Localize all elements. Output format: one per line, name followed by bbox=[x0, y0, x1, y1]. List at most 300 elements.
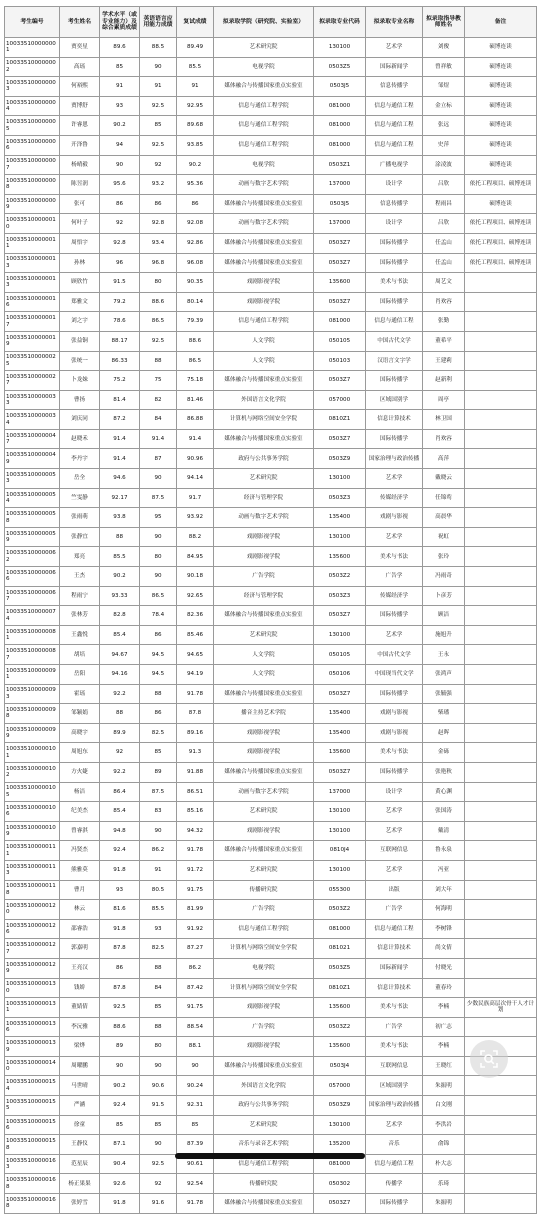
table-cell: 92.17 bbox=[100, 488, 140, 508]
table-cell: 100335100000033 bbox=[5, 390, 60, 410]
table-cell: 信息与通信工程学院 bbox=[214, 312, 314, 332]
table-cell: 媒体融合与传播国家重点实验室 bbox=[214, 371, 314, 391]
table-cell: 郑雅文 bbox=[60, 292, 100, 312]
table-cell: 动画与数字艺术学院 bbox=[214, 175, 314, 195]
header-cell: 复试成绩 bbox=[177, 7, 214, 38]
table-cell: 85 bbox=[140, 116, 177, 136]
table-cell: 90.24 bbox=[177, 1076, 214, 1096]
table-cell: 84.95 bbox=[177, 547, 214, 567]
table-cell: 87 bbox=[140, 449, 177, 469]
table-cell: 86 bbox=[100, 958, 140, 978]
table-cell: 张静宜 bbox=[60, 527, 100, 547]
table-row bbox=[5, 116, 537, 136]
table-row bbox=[5, 782, 537, 802]
table-cell: 李楠 bbox=[423, 998, 465, 1018]
table-cell: 86 bbox=[140, 704, 177, 724]
table-row bbox=[5, 860, 537, 880]
table-cell: 李树锋 bbox=[423, 919, 465, 939]
table-cell: 95.6 bbox=[100, 175, 140, 195]
table-cell: 87.39 bbox=[177, 1135, 214, 1155]
table-row bbox=[5, 1076, 537, 1096]
table-cell: 金砾 bbox=[423, 743, 465, 763]
table-cell: 80.5 bbox=[140, 880, 177, 900]
table-cell: 王晓红 bbox=[423, 1056, 465, 1076]
table-cell: 96.08 bbox=[177, 253, 214, 273]
table-cell: 86 bbox=[177, 194, 214, 214]
table-cell: 熊雅莫 bbox=[60, 860, 100, 880]
table-cell bbox=[465, 1154, 537, 1174]
table-cell: 传媒经济学 bbox=[366, 586, 423, 606]
table-cell: 李丹宇 bbox=[60, 449, 100, 469]
table-cell: 90 bbox=[140, 527, 177, 547]
header-cell: 拟录取指导教师姓名 bbox=[423, 7, 465, 38]
table-cell: 88 bbox=[140, 351, 177, 371]
table-cell: 84 bbox=[140, 978, 177, 998]
table-row bbox=[5, 77, 537, 97]
table-cell: 硕博连读 bbox=[465, 194, 537, 214]
table-cell: 0503Z7 bbox=[314, 684, 366, 704]
table-cell: 92.5 bbox=[140, 135, 177, 155]
table-cell: 100335100000013 bbox=[5, 273, 60, 293]
table-cell: 戏剧影视学院 bbox=[214, 821, 314, 841]
table-cell: 信息与通信工程学院 bbox=[214, 1154, 314, 1174]
table-cell: 动画与数字艺术学院 bbox=[214, 214, 314, 234]
table-cell bbox=[465, 429, 537, 449]
table-cell: 100335100000058 bbox=[5, 508, 60, 528]
table-cell: 82.8 bbox=[100, 606, 140, 626]
table-cell: 93.85 bbox=[177, 135, 214, 155]
table-cell: 92.8 bbox=[140, 214, 177, 234]
table-cell: 杨晴毅 bbox=[60, 155, 100, 175]
table-cell: 100335100000067 bbox=[5, 586, 60, 606]
table-row bbox=[5, 1174, 537, 1194]
table-cell: 82.5 bbox=[140, 723, 177, 743]
table-cell: 91.8 bbox=[100, 860, 140, 880]
table-row bbox=[5, 253, 537, 273]
table-cell: 0503Z9 bbox=[314, 449, 366, 469]
table-row bbox=[5, 1017, 537, 1037]
table-cell: 0503Z7 bbox=[314, 233, 366, 253]
table-cell: 92 bbox=[140, 155, 177, 175]
table-cell: 杨正果果 bbox=[60, 1174, 100, 1194]
table-row bbox=[5, 723, 537, 743]
table-cell: 92.2 bbox=[100, 762, 140, 782]
table-cell: 91.75 bbox=[177, 998, 214, 1018]
table-cell: 设计学 bbox=[366, 782, 423, 802]
table-cell: 信息与通信工程学院 bbox=[214, 919, 314, 939]
table-cell: 祝虹 bbox=[423, 527, 465, 547]
table-cell: 85 bbox=[140, 1115, 177, 1135]
table-cell: 媒体融合与传播国家重点实验室 bbox=[214, 1056, 314, 1076]
table-cell: 85.4 bbox=[100, 802, 140, 822]
table-cell: 135400 bbox=[314, 508, 366, 528]
table-cell: 90.2 bbox=[100, 567, 140, 587]
table-cell: 92 bbox=[140, 1174, 177, 1194]
table-cell: 86.2 bbox=[140, 841, 177, 861]
table-cell: 戏剧影视学院 bbox=[214, 1037, 314, 1057]
table-cell: 电视学院 bbox=[214, 958, 314, 978]
table-cell: 100335100000106 bbox=[5, 802, 60, 822]
table-cell: 90 bbox=[140, 1056, 177, 1076]
table-cell: 82.5 bbox=[140, 939, 177, 959]
table-cell: 90 bbox=[140, 469, 177, 489]
table-cell: 0503Z1 bbox=[314, 155, 366, 175]
table-cell: 0503Z7 bbox=[314, 253, 366, 273]
table-cell: 媒体融合与传播国家重点实验室 bbox=[214, 606, 314, 626]
table-cell bbox=[465, 919, 537, 939]
table-cell: 100335100000010 bbox=[5, 214, 60, 234]
table-cell bbox=[465, 547, 537, 567]
table-row bbox=[5, 900, 537, 920]
table-cell: 李沅雅 bbox=[60, 1017, 100, 1037]
table-cell: 国家治理与政治传播 bbox=[366, 449, 423, 469]
table-cell: 曹月 bbox=[60, 880, 100, 900]
table-cell: 严涵 bbox=[60, 1096, 100, 1116]
table-cell: 137000 bbox=[314, 782, 366, 802]
table-row bbox=[5, 488, 537, 508]
table-cell bbox=[465, 371, 537, 391]
table-cell: 王静仪 bbox=[60, 1135, 100, 1155]
table-cell: 人文学院 bbox=[214, 645, 314, 665]
table-row bbox=[5, 194, 537, 214]
table-cell: 100335100000011 bbox=[5, 233, 60, 253]
table-cell: 93 bbox=[140, 919, 177, 939]
table-cell: 0503Z3 bbox=[314, 488, 366, 508]
table-cell: 广告学 bbox=[366, 900, 423, 920]
table-cell: 081000 bbox=[314, 1154, 366, 1174]
table-cell: 90.6 bbox=[140, 1076, 177, 1096]
table-row bbox=[5, 214, 537, 234]
table-cell: 88 bbox=[140, 958, 177, 978]
table-cell: 信息与通信工程 bbox=[366, 919, 423, 939]
table-cell: 硕博连读 bbox=[465, 38, 537, 58]
table-cell: 90 bbox=[140, 821, 177, 841]
table-cell: 93.8 bbox=[100, 508, 140, 528]
table-cell: 顾欣竹 bbox=[60, 273, 100, 293]
table-cell: 赵晓禾 bbox=[60, 429, 100, 449]
table-cell: 白文刚 bbox=[423, 1096, 465, 1116]
table-cell: 100335100000126 bbox=[5, 919, 60, 939]
table-cell: 100335100000002 bbox=[5, 57, 60, 77]
table-cell: 硕博连读 bbox=[465, 96, 537, 116]
table-cell: 汉语言文字学 bbox=[366, 351, 423, 371]
table-cell: 050105 bbox=[314, 645, 366, 665]
table-cell: 人文学院 bbox=[214, 665, 314, 685]
table-cell: 86.5 bbox=[140, 312, 177, 332]
table-cell: 85 bbox=[177, 1115, 214, 1135]
table-row bbox=[5, 57, 537, 77]
image-search-icon bbox=[479, 1049, 499, 1069]
table-cell: 100335100000091 bbox=[5, 665, 60, 685]
table-row bbox=[5, 939, 537, 959]
table-cell: 任锦鸾 bbox=[423, 488, 465, 508]
table-cell: 75.2 bbox=[100, 371, 140, 391]
table-cell: 贾博舒 bbox=[60, 96, 100, 116]
admission-table bbox=[4, 6, 537, 1214]
table-cell: 91.7 bbox=[177, 488, 214, 508]
table-cell: 78.4 bbox=[140, 606, 177, 626]
table-cell: 93.33 bbox=[100, 586, 140, 606]
table-cell: 艺术研究院 bbox=[214, 469, 314, 489]
table-cell: 0503Z7 bbox=[314, 606, 366, 626]
table-cell: 100335100000034 bbox=[5, 410, 60, 430]
table-cell: 艺术学 bbox=[366, 802, 423, 822]
table-cell: 100335100000009 bbox=[5, 194, 60, 214]
table-cell: 100335100000168 bbox=[5, 1194, 60, 1214]
table-cell: 朱振明 bbox=[423, 1076, 465, 1096]
table-cell: 100335100000155 bbox=[5, 1096, 60, 1116]
table-cell: 94.65 bbox=[177, 645, 214, 665]
table-cell: 赵晖 bbox=[423, 723, 465, 743]
table-cell: 艺术学 bbox=[366, 38, 423, 58]
table-cell: 信息计算技术 bbox=[366, 410, 423, 430]
table-cell bbox=[465, 1194, 537, 1214]
table-cell bbox=[465, 1076, 537, 1096]
table-cell: 董春玲 bbox=[423, 978, 465, 998]
table-cell: 董婧倩 bbox=[60, 998, 100, 1018]
header-cell: 学术水平（或专业能力）及综合素质成绩 bbox=[100, 7, 140, 38]
table-row bbox=[5, 625, 537, 645]
table-cell: 信息传播学 bbox=[366, 194, 423, 214]
table-cell: 中国古代文学 bbox=[366, 645, 423, 665]
table-cell: 91.5 bbox=[140, 1096, 177, 1116]
table-cell: 许睿恩 bbox=[60, 116, 100, 136]
table-row bbox=[5, 919, 537, 939]
table-cell bbox=[465, 684, 537, 704]
table-cell: 张可 bbox=[60, 194, 100, 214]
table-cell: 137000 bbox=[314, 214, 366, 234]
table-cell: 88.6 bbox=[177, 331, 214, 351]
table-cell: 100335100000005 bbox=[5, 116, 60, 136]
table-cell: 刘俊 bbox=[423, 38, 465, 58]
table-cell: 81.99 bbox=[177, 900, 214, 920]
table-cell: 戏剧与影视 bbox=[366, 508, 423, 528]
table-row bbox=[5, 273, 537, 293]
table-cell: 施旭升 bbox=[423, 625, 465, 645]
table-cell: 92.8 bbox=[100, 233, 140, 253]
table-cell: 经济与管理学院 bbox=[214, 488, 314, 508]
table-cell: 乐琦 bbox=[423, 1174, 465, 1194]
table-cell: 055300 bbox=[314, 880, 366, 900]
table-cell bbox=[465, 390, 537, 410]
table-cell: 林云 bbox=[60, 900, 100, 920]
table-cell: 93 bbox=[100, 96, 140, 116]
table-cell: 100335100000109 bbox=[5, 821, 60, 841]
table-cell: 何海明 bbox=[423, 900, 465, 920]
table-cell: 开泽鲁 bbox=[60, 135, 100, 155]
table-cell: 传媒经济学 bbox=[366, 488, 423, 508]
table-cell: 孙林 bbox=[60, 253, 100, 273]
table-cell: 艺术研究院 bbox=[214, 1115, 314, 1135]
table-cell: 130100 bbox=[314, 802, 366, 822]
table-row bbox=[5, 508, 537, 528]
table-cell: 100335100000008 bbox=[5, 175, 60, 195]
table-cell: 87.8 bbox=[100, 978, 140, 998]
table-cell: 081000 bbox=[314, 312, 366, 332]
table-cell: 90 bbox=[100, 155, 140, 175]
table-cell: 媒体融合与传播国家重点实验室 bbox=[214, 233, 314, 253]
table-cell: 国际传播学 bbox=[366, 253, 423, 273]
table-cell: 艺术学 bbox=[366, 527, 423, 547]
table-cell: 美术与书法 bbox=[366, 547, 423, 567]
table-cell: 动画与数字艺术学院 bbox=[214, 782, 314, 802]
table-cell bbox=[465, 645, 537, 665]
table-cell: 100335100000053 bbox=[5, 469, 60, 489]
table-cell: 100335100000154 bbox=[5, 1076, 60, 1096]
table-cell: 林卫国 bbox=[423, 410, 465, 430]
table-cell: 130100 bbox=[314, 1115, 366, 1135]
table-cell bbox=[465, 606, 537, 626]
table-cell: 周亭 bbox=[423, 390, 465, 410]
table-cell: 88.54 bbox=[177, 1017, 214, 1037]
table-cell: 94.5 bbox=[140, 645, 177, 665]
table-cell: 100335100000059 bbox=[5, 527, 60, 547]
table-cell bbox=[465, 821, 537, 841]
table-cell: 0503Z7 bbox=[314, 1194, 366, 1214]
table-cell: 90.35 bbox=[177, 273, 214, 293]
table-cell: 130100 bbox=[314, 469, 366, 489]
table-cell: 国际传播学 bbox=[366, 1194, 423, 1214]
table-cell: 92.31 bbox=[177, 1096, 214, 1116]
table-cell: 张雨萌 bbox=[60, 508, 100, 528]
table-cell: 方火婕 bbox=[60, 762, 100, 782]
table-cell bbox=[465, 762, 537, 782]
table-cell: 81.6 bbox=[100, 900, 140, 920]
table-cell: 91.88 bbox=[177, 762, 214, 782]
table-row bbox=[5, 802, 537, 822]
table-cell: 硕博连读 bbox=[465, 135, 537, 155]
table-cell: 100335100000093 bbox=[5, 684, 60, 704]
table-cell: 马世晴 bbox=[60, 1076, 100, 1096]
table-cell: 设计学 bbox=[366, 214, 423, 234]
table-cell: 国际传播学 bbox=[366, 429, 423, 449]
table-cell: 0503Z2 bbox=[314, 900, 366, 920]
table-cell: 艺术研究院 bbox=[214, 625, 314, 645]
table-cell: 91.92 bbox=[177, 919, 214, 939]
table-row bbox=[5, 469, 537, 489]
table-cell: 92.2 bbox=[100, 684, 140, 704]
table-cell: 85.5 bbox=[140, 900, 177, 920]
table-cell: 95 bbox=[140, 508, 177, 528]
table-cell: 艺术学 bbox=[366, 1115, 423, 1135]
table-cell: 86.5 bbox=[140, 586, 177, 606]
table-cell: 少数民族高层次骨干人才计划 bbox=[465, 998, 537, 1018]
table-cell: 刘之宇 bbox=[60, 312, 100, 332]
table-cell: 王杰 bbox=[60, 567, 100, 587]
table-cell: 经济与管理学院 bbox=[214, 586, 314, 606]
table-row bbox=[5, 233, 537, 253]
table-cell: 张毓强 bbox=[423, 684, 465, 704]
table-cell: 信息与通信工程 bbox=[366, 116, 423, 136]
table-cell: 83 bbox=[140, 802, 177, 822]
table-cell: 依托工程项目、硕博连读 bbox=[465, 214, 537, 234]
table-cell: 94.16 bbox=[100, 665, 140, 685]
table-cell: 戏剧与影视 bbox=[366, 704, 423, 724]
table-cell: 100335100000004 bbox=[5, 96, 60, 116]
table-cell: 87.27 bbox=[177, 939, 214, 959]
table-cell: 88.6 bbox=[140, 292, 177, 312]
table-cell: 88 bbox=[100, 527, 140, 547]
table-cell: 鲁永泉 bbox=[423, 841, 465, 861]
table-cell: 057000 bbox=[314, 1076, 366, 1096]
table-cell: 050105 bbox=[314, 331, 366, 351]
table-cell: 0503Z7 bbox=[314, 429, 366, 449]
table-cell: 0503Z5 bbox=[314, 57, 366, 77]
table-cell: 130100 bbox=[314, 625, 366, 645]
table-cell: 85.16 bbox=[177, 802, 214, 822]
table-cell: 区域国别学 bbox=[366, 390, 423, 410]
home-indicator bbox=[175, 1153, 365, 1159]
table-row bbox=[5, 331, 537, 351]
table-row bbox=[5, 1194, 537, 1214]
table-cell: 100335100000066 bbox=[5, 567, 60, 587]
table-cell: 100335100000163 bbox=[5, 1154, 60, 1174]
table-cell: 高萍 bbox=[423, 449, 465, 469]
table-cell: 0503Z3 bbox=[314, 586, 366, 606]
table-cell: 89.9 bbox=[100, 723, 140, 743]
table-cell: 广播电视学 bbox=[366, 155, 423, 175]
table-cell: 100335100000140 bbox=[5, 1056, 60, 1076]
table-cell: 100335100000006 bbox=[5, 135, 60, 155]
table-cell bbox=[465, 508, 537, 528]
table-cell bbox=[465, 1115, 537, 1135]
table-cell: 硕博连读 bbox=[465, 77, 537, 97]
table-cell: 设计学 bbox=[366, 175, 423, 195]
table-cell: 邹颖娟 bbox=[60, 704, 100, 724]
table-cell: 80 bbox=[140, 273, 177, 293]
table-cell: 100335100000136 bbox=[5, 1017, 60, 1037]
table-row bbox=[5, 645, 537, 665]
table-cell: 081000 bbox=[314, 135, 366, 155]
table-cell: 张远 bbox=[423, 116, 465, 136]
table-cell: 艺术研究院 bbox=[214, 38, 314, 58]
table-cell: 顾洁 bbox=[423, 606, 465, 626]
table-row bbox=[5, 429, 537, 449]
table-cell: 82.36 bbox=[177, 606, 214, 626]
table-cell: 王鑫悦 bbox=[60, 625, 100, 645]
table-cell: 100335100000074 bbox=[5, 606, 60, 626]
table-cell: 87.5 bbox=[140, 782, 177, 802]
table-cell: 传播学 bbox=[366, 1174, 423, 1194]
table-cell bbox=[465, 743, 537, 763]
table-cell: 100335100000003 bbox=[5, 77, 60, 97]
table-cell: 100335100000168 bbox=[5, 1174, 60, 1194]
table-cell: 信息传播学 bbox=[366, 77, 423, 97]
table-cell: 艺术研究院 bbox=[214, 802, 314, 822]
table-cell: 91.72 bbox=[177, 860, 214, 880]
table-cell: 85 bbox=[100, 1115, 140, 1135]
table-cell: 91.6 bbox=[140, 1194, 177, 1214]
image-search-button[interactable] bbox=[470, 1040, 508, 1078]
table-cell bbox=[465, 665, 537, 685]
table-row bbox=[5, 684, 537, 704]
table-cell bbox=[465, 488, 537, 508]
table-cell: 135600 bbox=[314, 273, 366, 293]
table-cell: 80.14 bbox=[177, 292, 214, 312]
table-cell: 戏剧影视学院 bbox=[214, 273, 314, 293]
table-cell: 涂凌波 bbox=[423, 155, 465, 175]
table-cell: 100335100000049 bbox=[5, 449, 60, 469]
table-cell: 戏剧影视学院 bbox=[214, 292, 314, 312]
table-cell: 79.2 bbox=[100, 292, 140, 312]
table-cell: 100335100000158 bbox=[5, 1135, 60, 1155]
table-cell: 音乐 bbox=[366, 1135, 423, 1155]
table-cell: 92.4 bbox=[100, 841, 140, 861]
table-cell: 94.67 bbox=[100, 645, 140, 665]
table-row bbox=[5, 1056, 537, 1076]
table-cell: 张玲 bbox=[423, 547, 465, 567]
table-cell: 曾祥敏 bbox=[423, 57, 465, 77]
